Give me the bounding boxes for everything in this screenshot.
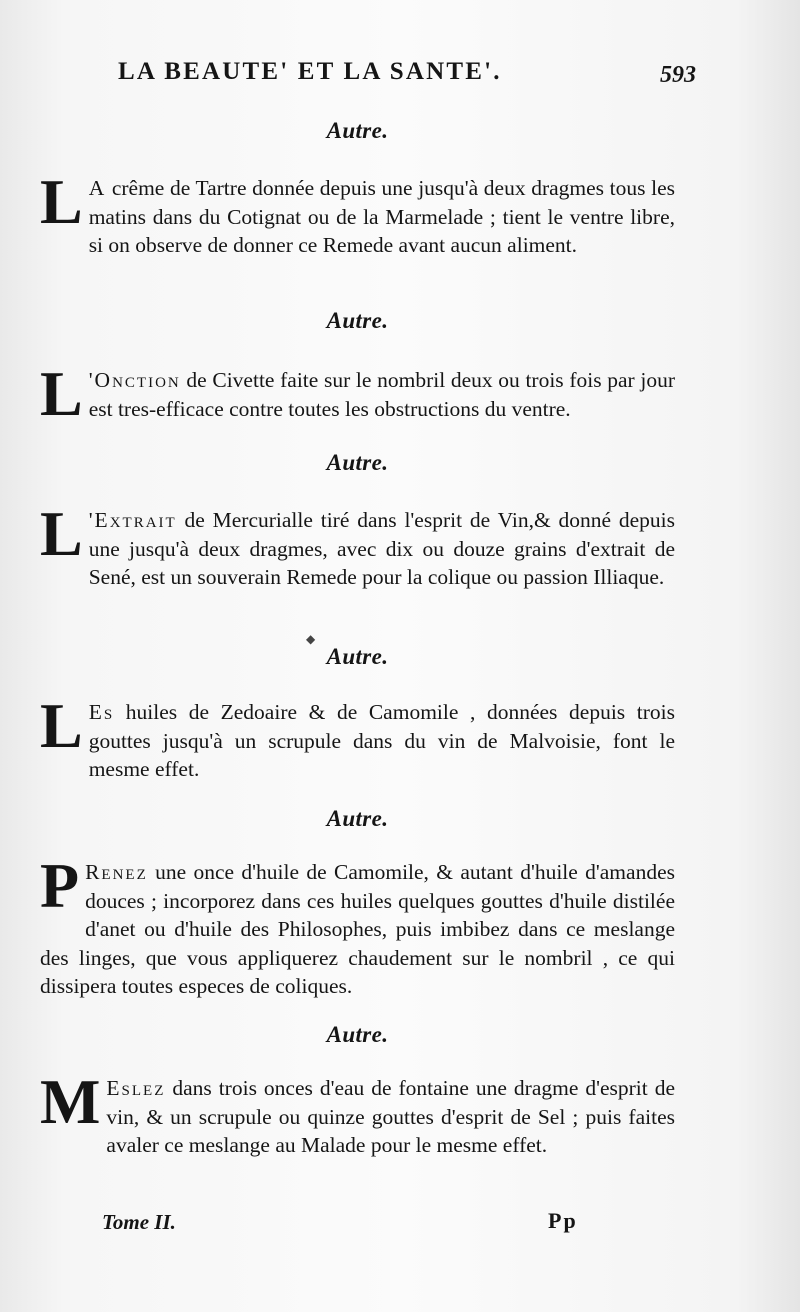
lead-word: 'Onction — [88, 368, 181, 392]
signature-mark: Pp — [548, 1208, 578, 1233]
paragraph-text: de Mercurialle tiré dans l'esprit de Vin,& donné depuis une jusqu'à deux dragmes, avec dix ou douze grains d'extrait de Sené, est un souverain Remede pour la colique ou passion Illiaque. — [88, 508, 675, 589]
paragraph-text: dans trois onces d'eau de fontaine une dragme d'esprit de vin, & un scrupule ou quinze gouttes d'esprit de Sel ; puis faites avaler ce meslange au Malade pour le mesme effet. — [106, 1076, 675, 1157]
lead-word: 'Extrait — [88, 508, 177, 532]
lead-word: Eslez — [106, 1076, 166, 1100]
lead-word: A — [88, 176, 107, 200]
paragraph-text: crême de Tartre donnée depuis une jusqu'à deux dragmes tous les matins dans du Cotignat ou de la Marmelade ; tient le ventre libre, si on observe de donner ce Remede avant aucun aliment. — [88, 176, 675, 257]
running-title: LA BEAUTE' ET LA SANTE'. — [118, 58, 502, 85]
volume-footer: Tome II. — [102, 1210, 176, 1234]
drop-cap: L — [40, 498, 83, 569]
drop-cap: L — [40, 690, 83, 761]
page-number: 593 — [660, 62, 696, 88]
recipe-paragraph — [40, 690, 675, 784]
drop-cap: L — [40, 358, 83, 429]
section-title: Autre. — [326, 118, 389, 143]
drop-cap: M — [40, 1066, 101, 1137]
page-header — [118, 58, 698, 94]
drop-cap: L — [40, 166, 83, 237]
recipe-paragraph — [40, 1066, 675, 1160]
section-title: Autre. — [326, 644, 389, 669]
recipe-paragraph — [40, 850, 675, 1001]
section-title: Autre. — [326, 806, 389, 831]
drop-cap: P — [40, 850, 80, 921]
paragraph-text: une once d'huile de Camomile, & autant d'huile d'amandes douces ; incorporez dans ces huiles quelques gouttes d'huile distilée d'anet ou d'huile des Philosophes, puis imbibez dans ce meslange des linges, que vous appliquerez chaudement sur le nombril , ce qui dissipera toutes especes de coliques. — [40, 860, 675, 998]
paragraph-text: de Civette faite sur le nombril deux ou trois fois par jour est tres-efficace contre toutes les obstructions du ventre. — [88, 368, 675, 421]
recipe-paragraph — [40, 166, 675, 260]
paragraph-text: huiles de Zedoaire & de Camomile , données depuis trois gouttes jusqu'à un scrupule dans du vin de Malvoisie, font le mesme effet. — [88, 700, 675, 781]
section-title: Autre. — [326, 1022, 389, 1047]
recipe-paragraph — [40, 358, 675, 429]
recipe-paragraph — [40, 498, 675, 592]
ornament-mark: ◆ — [306, 632, 316, 646]
section-title: Autre. — [326, 308, 389, 333]
section-title: Autre. — [326, 450, 389, 475]
lead-word: Renez — [85, 860, 148, 884]
lead-word: Es — [88, 700, 115, 724]
